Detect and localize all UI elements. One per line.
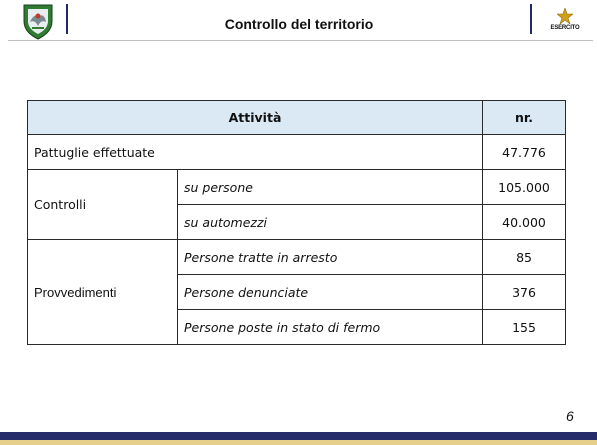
- page-number: 6: [566, 408, 574, 424]
- army-logo-text: ESERCITO: [550, 25, 580, 31]
- header-divider-right: [530, 4, 532, 34]
- sub-label-denunciate: Persone denunciate: [178, 275, 483, 310]
- footer-band-navy: [0, 432, 597, 440]
- value-su-automezzi: 40.000: [483, 205, 566, 240]
- table-row: [28, 135, 566, 170]
- column-header-activity: Attività: [28, 101, 483, 135]
- row-label-pattuglie: Pattuglie effettuate: [28, 135, 483, 170]
- page-title: Controllo del territorio: [224, 16, 374, 32]
- row-value-pattuglie: 47.776: [483, 135, 566, 170]
- star-emblem-icon: [557, 8, 573, 24]
- group-label-controlli: Controlli: [28, 170, 178, 240]
- sub-label-fermo: Persone poste in stato di fermo: [178, 310, 483, 345]
- table-header-row: [28, 101, 566, 135]
- activity-table: [27, 100, 566, 345]
- crest-shield-icon: [20, 2, 56, 40]
- table-row: [28, 170, 566, 205]
- footer-band-gold: [0, 440, 597, 445]
- sub-label-arresto: Persone tratte in arresto: [178, 240, 483, 275]
- column-header-count: nr.: [483, 101, 566, 135]
- sub-label-su-automezzi: su automezzi: [178, 205, 483, 240]
- value-fermo: 155: [483, 310, 566, 345]
- group-label-provvedimenti: Provvedimenti: [28, 240, 178, 345]
- value-su-persone: 105.000: [483, 170, 566, 205]
- army-logo: [545, 8, 585, 36]
- sub-label-su-persone: su persone: [178, 170, 483, 205]
- header-rule: [8, 40, 593, 41]
- slide-header: [0, 0, 597, 44]
- table-row: [28, 240, 566, 275]
- value-denunciate: 376: [483, 275, 566, 310]
- value-arresto: 85: [483, 240, 566, 275]
